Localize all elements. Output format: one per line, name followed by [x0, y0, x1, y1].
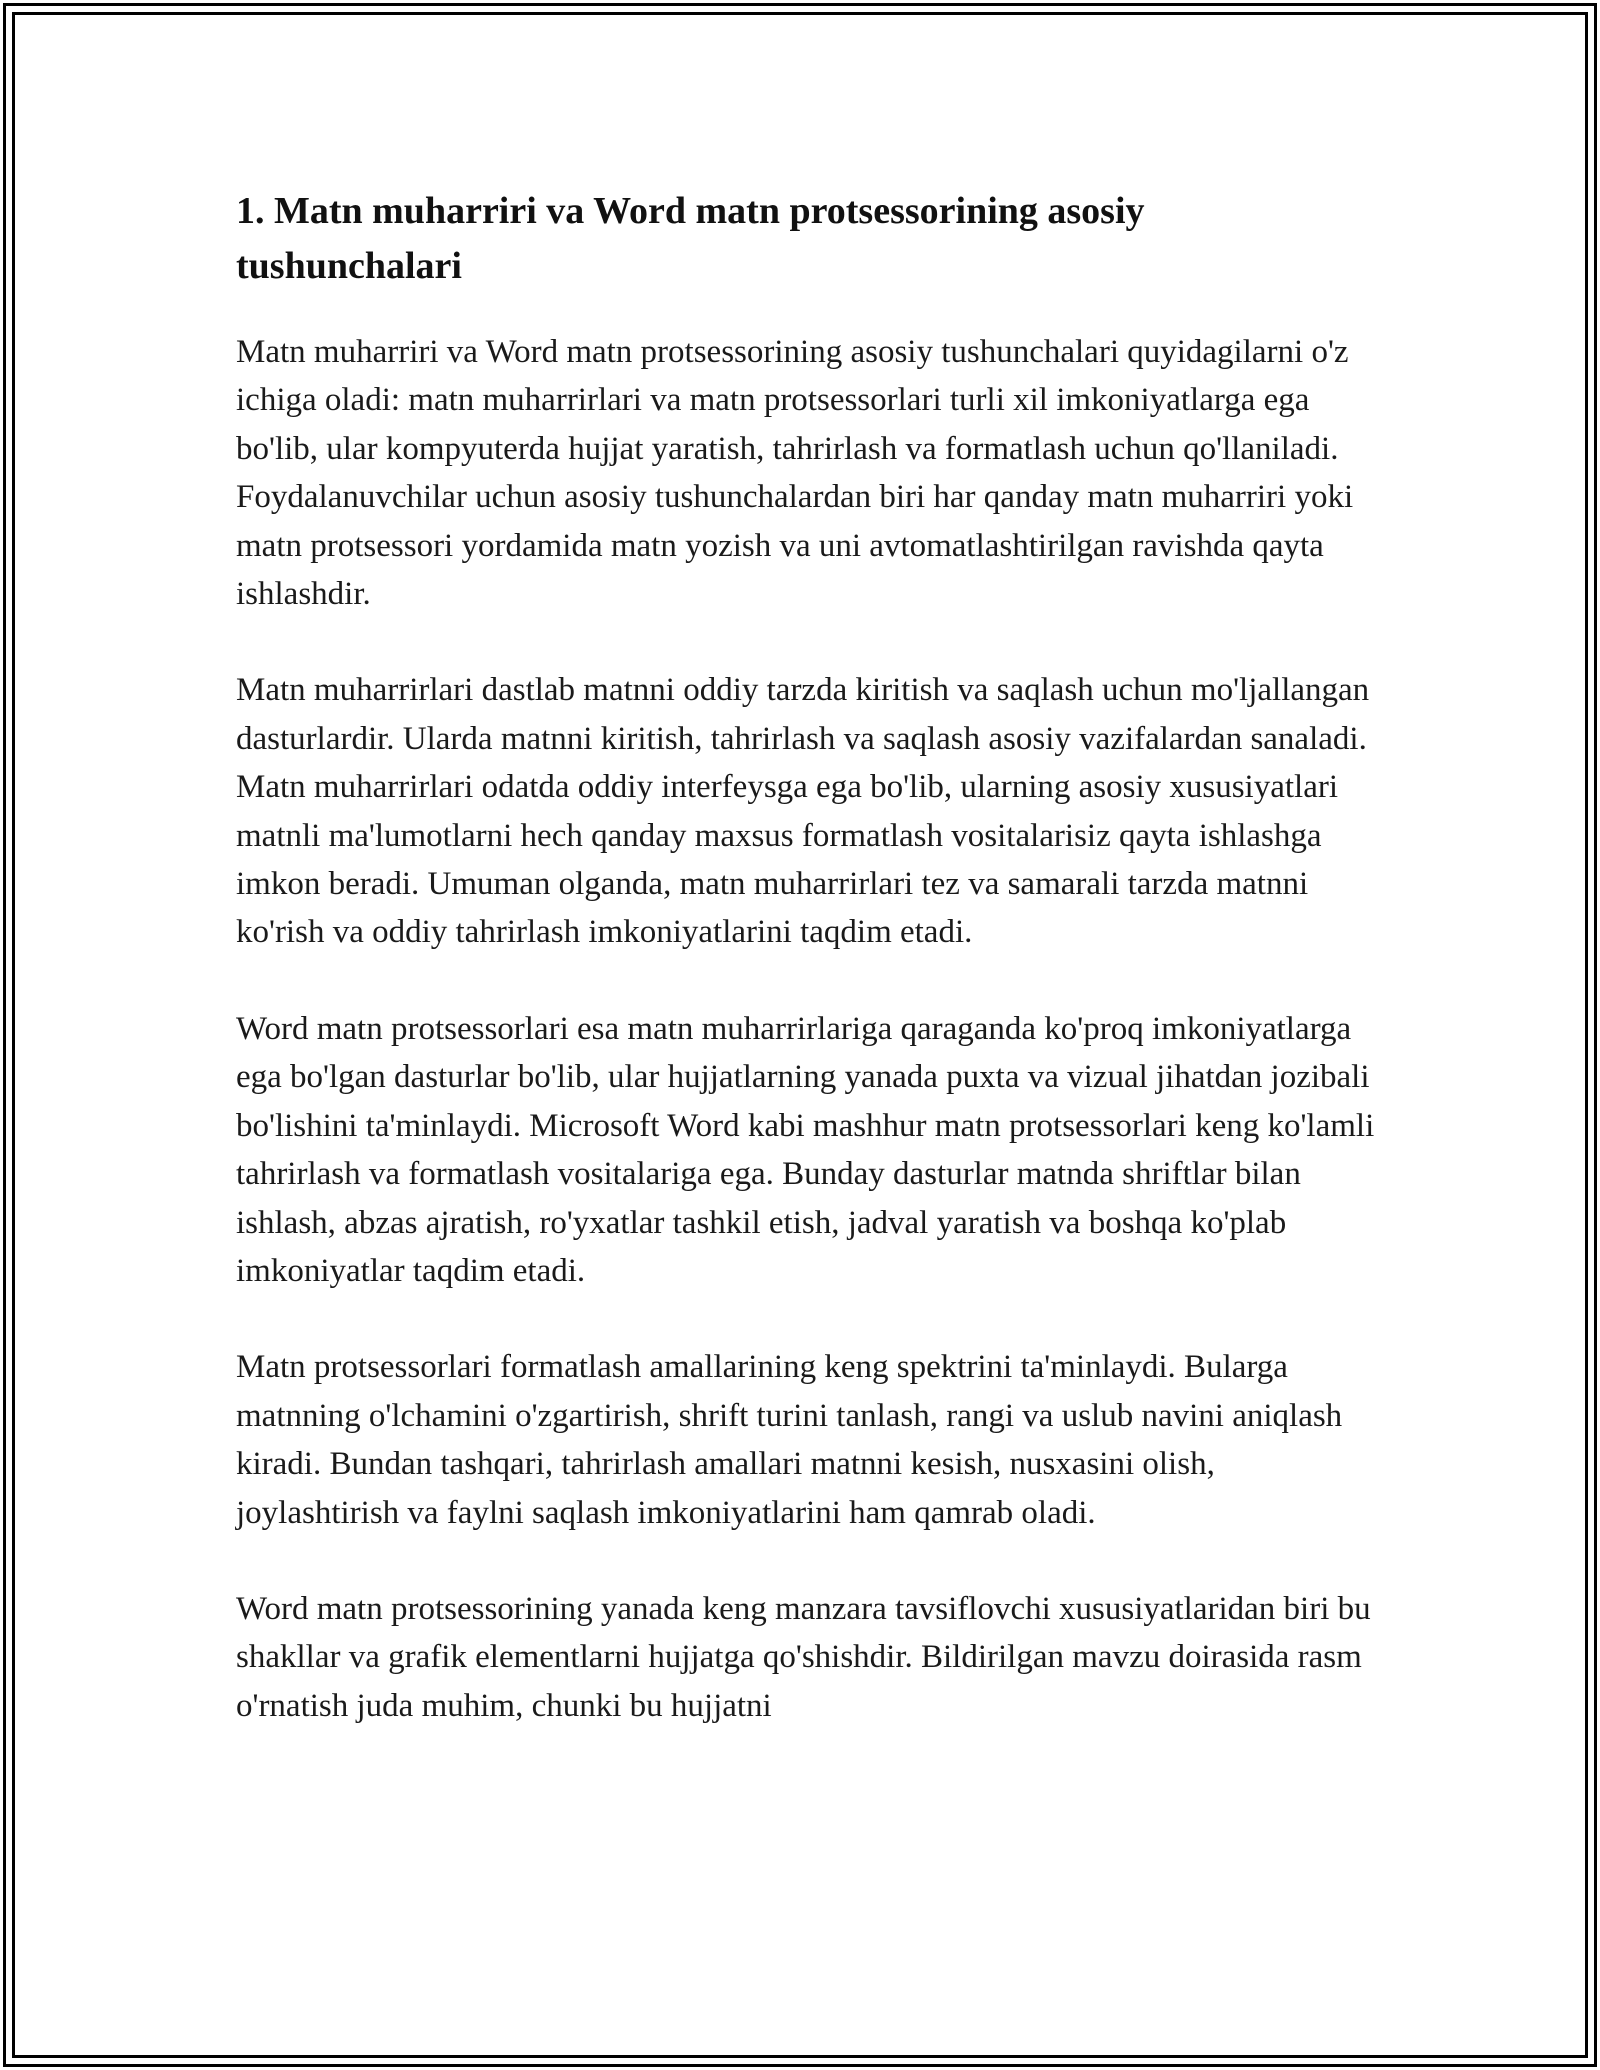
paragraph-1: Matn muharriri va Word matn protsessorining asosiy tushunchalari quyidagilarni o'z ichiga oladi: matn muharrirlari va matn protsessorlari turli xil imkoniyatlarga ega bo'lib, ular kompyuterda hujjat yaratish, tahrirlash va formatlash uchun qo'llaniladi. Foydalanuvchilar uchun asosiy tushunchalardan biri har qanday matn muharriri yoki matn protsessori yordamida matn yozish va uni avtomatlashtirilgan ravishda qayta ishlashdir.: [236, 334, 1354, 613]
document-body: [236, 184, 1376, 1778]
paragraph-4: Matn protsessorlari formatlash amallarining keng spektrini ta'minlaydi. Bularga matnning o'lchamini o'zgartirish, shrift turini tanlash, rangi va uslub navini aniqlash kiradi. Bundan tashqari, tahrirlash amallari matnni kesish, nusxasini olish, joylashtirish va faylni saqlash imkoniyatlarini ham qamrab oladi.: [236, 1349, 1343, 1531]
paragraph-5: Word matn protsessorining yanada keng manzara tavsiflovchi xususiyatlaridan biri bu shakllar va grafik elementlarni hujjatga qo'shishdir. Bildirilgan mavzu doirasida rasm o'rnatish juda muhim, chunki bu hujjatni: [236, 1590, 1371, 1724]
paragraph-3: Word matn protsessorlari esa matn muharrirlariga qaraganda ko'proq imkoniyatlarga ega bo'lgan dasturlar bo'lib, ular hujjatlarning yanada puxta va vizual jihatdan jozibali bo'lishini ta'minlaydi. Microsoft Word kabi mashhur matn protsessorlari keng ko'lamli tahrirlash va formatlash vositalariga ega. Bunday dasturlar matnda shriftlar bilan ishlash, abzas ajratish, ro'yxatlar tashkil etish, jadval yaratish va boshqa ko'plab imkoniyatlar taqdim etadi.: [236, 1010, 1375, 1289]
document-title: 1. Matn muharriri va Word matn protsessorining asosiy tushunchalari: [236, 190, 1145, 287]
paragraph-2: Matn muharrirlari dastlab matnni oddiy tarzda kiritish va saqlash uchun mo'ljallangan dasturlardir. Ularda matnni kiritish, tahrirlash va saqlash asosiy vazifalardan sanaladi. Matn muharrirlari odatda oddiy interfeysga ega bo'lib, ularning asosiy xususiyatlari matnli ma'lumotlarni hech qanday maxsus formatlash vositalarisiz qayta ishlashga imkon beradi. Umuman olganda, matn muharrirlari tez va samarali tarzda matnni ko'rish va oddiy tahrirlash imkoniyatlarini taqdim etadi.: [236, 672, 1370, 951]
